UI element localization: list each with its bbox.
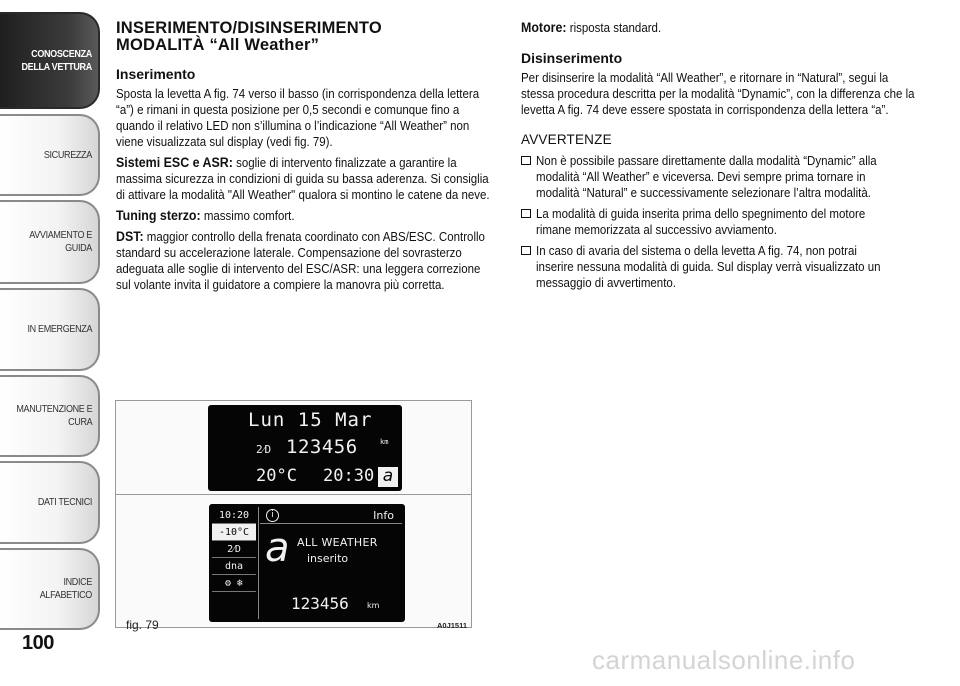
mode-line-1: ALL WEATHER: [297, 536, 378, 549]
display-side-panel: [212, 507, 256, 592]
fuel-gauge-icon: 2⁄D: [256, 443, 272, 456]
tab-label: AVVIAMENTO E GUIDA: [29, 229, 92, 254]
checkbox-bullet-icon: [521, 209, 531, 218]
warning-text: Non è possibile passare direttamente dalla modalità “Dynamic” alla modalità “All Weather” e viceversa. Devi sempre prima tornare in modalità “Natural” e successivamente selezionare l’altra modalità.: [536, 154, 877, 200]
paragraph-inserimento: Sposta la levetta A fig. 74 verso il basso (in corrispondenza della lettera “a”) e rimani in questa posizione per 0,5 secondi e comunque fino a quando il relativo LED non s’illumina o l’indicazione “All Weather” non viene visualizzata sul display (vedi fig. 79).: [116, 87, 480, 149]
warning-text: In caso di avaria del sistema o della levetta A fig. 74, non potrai inserire nessuna modalità di guida. Sul display verrà visualizzato un messaggio di avvertimento.: [536, 244, 881, 290]
warning-item: [521, 243, 921, 291]
display-date: Lun 15 Mar: [248, 409, 373, 431]
esc-label: Sistemi ESC e ASR:: [116, 155, 233, 170]
tab-label: MANUTENZIONE E CURA: [16, 403, 92, 428]
side-gear: 2⁄D: [212, 541, 256, 558]
tab-conoscenza-vettura[interactable]: [0, 12, 100, 109]
esc-text: soglie di intervento finalizzate a garantire la massima sicurezza in condizioni di guida su bassa aderenza. Si consiglia di attivare la modalità "All Weather" qualora si montino le catene da neve.: [116, 156, 490, 202]
paragraph-motore: [521, 20, 917, 36]
side-dna: dna: [212, 558, 256, 575]
paragraph-tuning-sterzo: [116, 208, 493, 224]
display-odometer: 123456: [286, 436, 358, 458]
figure-79: [115, 400, 472, 628]
display-temperature: 20°C: [256, 466, 297, 486]
tab-label: IN EMERGENZA: [27, 323, 92, 335]
display-odometer-unit: km: [367, 601, 380, 610]
display-separator: [258, 507, 259, 619]
dst-label: DST:: [116, 229, 144, 244]
steer-label: Tuning sterzo:: [116, 208, 201, 223]
info-icon: i: [266, 509, 279, 522]
dst-text: maggior controllo della frenata coordinato con ABS/ESC. Controllo standard su accelerazione laterale. Compensazione del sovrasterzo adeguata alle soglie di intervento del ESC/ASR: una leggera correzione sul volante invita il guidatore a compiere la manovra più corretta.: [116, 230, 485, 292]
tab-indice-alfabetico[interactable]: [0, 548, 100, 630]
tab-manutenzione-cura[interactable]: [0, 375, 100, 457]
motor-label: Motore:: [521, 20, 567, 35]
checkbox-bullet-icon: [521, 246, 531, 255]
page-number: 100: [22, 632, 54, 654]
paragraph-dst: [116, 229, 493, 293]
tab-avviamento-guida[interactable]: [0, 200, 100, 284]
left-column: [116, 20, 496, 298]
figure-divider: [116, 494, 471, 495]
display-info-bar: [260, 507, 402, 524]
paragraph-disinserimento: Per disinserire la modalità “All Weather”, e ritornare in “Natural”, segui la stessa procedura descritta per la modalità “Dynamic”, con la differenza che la levetta A fig. 74 deve essere spostata in corrispondenza della lettera “a”.: [521, 71, 915, 117]
tab-label: DATI TECNICI: [37, 496, 92, 508]
paragraph-esc-asr: [116, 155, 493, 203]
display-odometer-unit: km: [380, 438, 389, 446]
tab-in-emergenza[interactable]: [0, 288, 100, 371]
display-odometer: 123456: [291, 594, 349, 613]
all-weather-mode-icon: a: [265, 525, 290, 571]
figure-code: A0J1511: [437, 621, 468, 630]
checkbox-bullet-icon: [521, 156, 531, 165]
figure-caption: fig. 79: [126, 618, 159, 632]
tab-dati-tecnici[interactable]: [0, 461, 100, 544]
info-label: Info: [373, 509, 394, 522]
tab-sicurezza[interactable]: [0, 114, 100, 196]
tab-label: SICUREZZA: [43, 148, 92, 161]
instrument-display-basic: [208, 405, 402, 491]
all-weather-mode-icon: a: [378, 467, 398, 487]
tab-label: CONOSCENZA DELLA VETTURA: [21, 47, 92, 73]
warning-item: [521, 153, 921, 201]
section-title: INSERIMENTO/DISINSERIMENTO MODALITÀ “All Weather”: [116, 19, 382, 54]
watermark: carmanualsonline.info: [592, 645, 856, 675]
side-temperature: -10°C: [212, 524, 256, 541]
motor-text: risposta standard.: [566, 21, 662, 35]
right-column: [521, 20, 921, 296]
instrument-display-advanced: [209, 504, 405, 622]
side-status-icons: ⚙ ❄: [212, 575, 256, 592]
warning-text: La modalità di guida inserita prima dello spegnimento del motore rimane memorizzata al successivo avviamento.: [536, 207, 866, 237]
warning-item: [521, 206, 921, 238]
subtitle-disinserimento: Disinserimento: [521, 50, 623, 66]
tab-label: INDICE ALFABETICO: [39, 576, 92, 601]
warnings-title: AVVERTENZE: [521, 132, 612, 147]
side-time: 10:20: [212, 507, 256, 524]
display-time: 20:30: [323, 466, 375, 486]
chapter-sidebar: [0, 0, 100, 630]
steer-text: massimo comfort.: [200, 209, 295, 223]
subtitle-inserimento: Inserimento: [116, 66, 196, 82]
mode-line-2: inserito: [307, 552, 349, 565]
